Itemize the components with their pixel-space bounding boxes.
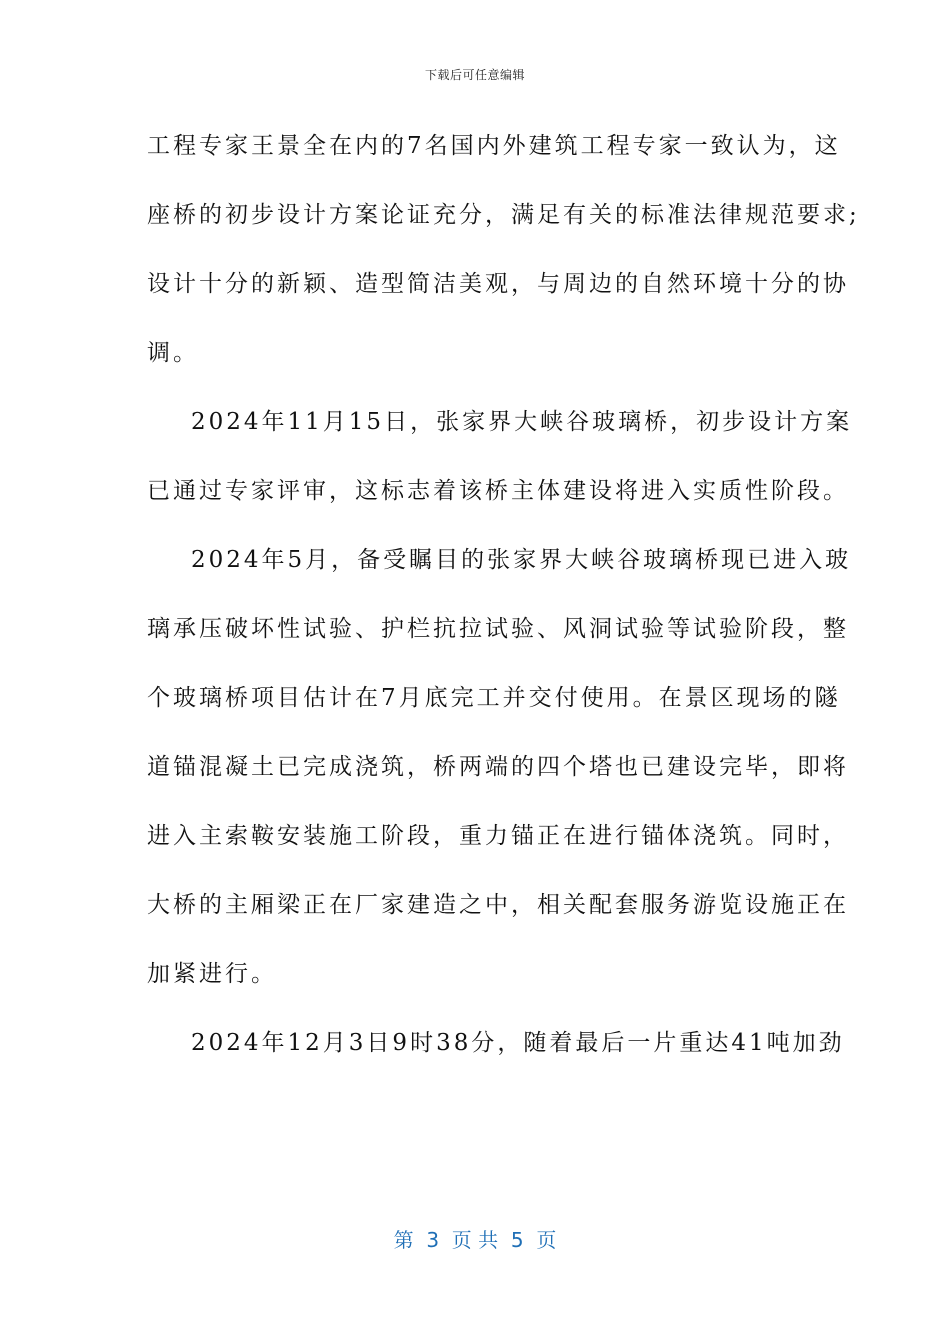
body-line: 进入主索鞍安装施工阶段，重力锚正在进行锚体浇筑。同时， [147,823,849,849]
body-line: 设计十分的新颖、造型简洁美观，与周边的自然环境十分的协 [147,271,849,297]
body-line: 道锚混凝土已完成浇筑，桥两端的四个塔也已建设完毕，即将 [147,754,849,780]
body-line: 加紧进行。 [147,961,277,987]
body-line: 已通过专家评审，这标志着该桥主体建设将进入实质性阶段。 [147,478,849,504]
body-line: 座桥的初步设计方案论证充分，满足有关的标准法律规范要求; [147,202,860,228]
paragraph-start-line: 2024年11月15日，张家界大峡谷玻璃桥，初步设计方案 [191,409,853,435]
paragraph-start-line: 2024年5月，备受瞩目的张家界大峡谷玻璃桥现已进入玻 [191,547,852,573]
body-line: 个玻璃桥项目估计在7月底完工并交付使用。在景区现场的隧 [147,685,841,711]
body-line: 大桥的主厢梁正在厂家建造之中，相关配套服务游览设施正在 [147,892,849,918]
page-header: 下载后可任意编辑 [424,68,525,82]
body-line: 工程专家王景全在内的7名国内外建筑工程专家一致认为，这 [147,133,841,159]
body-line: 璃承压破坏性试验、护栏抗拉试验、风洞试验等试验阶段，整 [147,616,849,642]
page-number-footer: 第 3 页 共 5 页 [393,1228,557,1252]
body-line: 调。 [147,340,199,366]
paragraph-start-line: 2024年12月3日9时38分，随着最后一片重达41吨加劲 [191,1030,845,1056]
document-body [147,124,860,1090]
